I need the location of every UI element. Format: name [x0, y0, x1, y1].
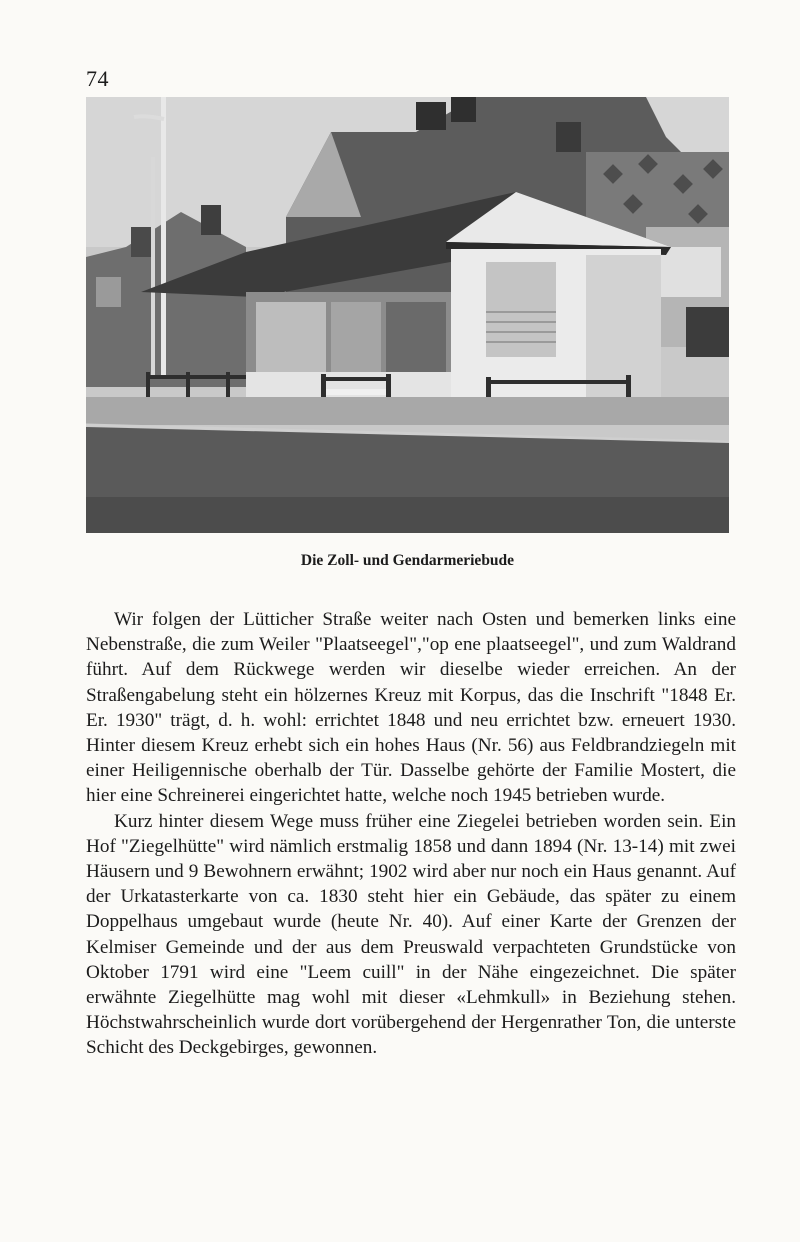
page-number: 74	[86, 66, 109, 91]
photo-caption: Die Zoll- und Gendarmeriebude	[300, 552, 515, 569]
paragraph: Kurz hinter diesem Wege muss früher eine Ziegelei betrieben worden sein. Ein Hof "Ziegelhütte" wird nämlich erstmalig 1858 und dann 1894 (Nr. 13-14) mit zwei Häusern und 9 Bewohnern erwähnt; 1902 wird aber nur noch ein Haus genannt. Auf der Urkatasterkarte von ca. 1830 steht hier ein Gebäude, das später zu einem Doppelhaus umgebaut wurde (heute Nr. 40). Auf einer Karte der Grenzen der Kelmiser Gemeinde und der aus dem Preuswald verpachteten Grundstücke von Oktober 1791 wird eine "Leem cuill" in der Nähe eingezeichnet. Die später erwähnte Ziegelhütte mag wohl mit dieser «Lehmkull» in Beziehung stehen. Höchstwahrscheinlich wurde dort vorübergehend der Hergenrather Ton, die unterste Schicht des Deckgebirges, gewonnen.	[86, 810, 736, 1059]
paragraph: Wir folgen der Lütticher Straße weiter nach Osten und bemerken links eine Nebenstraße, die zum Weiler "Plaatseegel","op ene plaatseegel", und zum Waldrand führt. Auf dem Rückwege werden wir dieselbe wieder erreichen. An der Straßengabelung steht ein hölzernes Kreuz mit Korpus, das die Inschrift "1848 Er. Er. 1930" trägt, d. h. wohl: errichtet 1848 und neu errichtet bzw. erneuert 1930. Hinter diesem Kreuz erhebt sich ein hohes Haus (Nr. 56) aus Feldbrandziegeln mit einer Heiligennische oberhalb der Tür. Dasselbe gehörte der Familie Mostert, die hier eine Schreinerei eingerichtet hatte, welche noch 1945 betrieben wurde.	[86, 609, 736, 807]
body-text	[86, 607, 736, 1061]
photo-customs-booth	[86, 97, 729, 533]
